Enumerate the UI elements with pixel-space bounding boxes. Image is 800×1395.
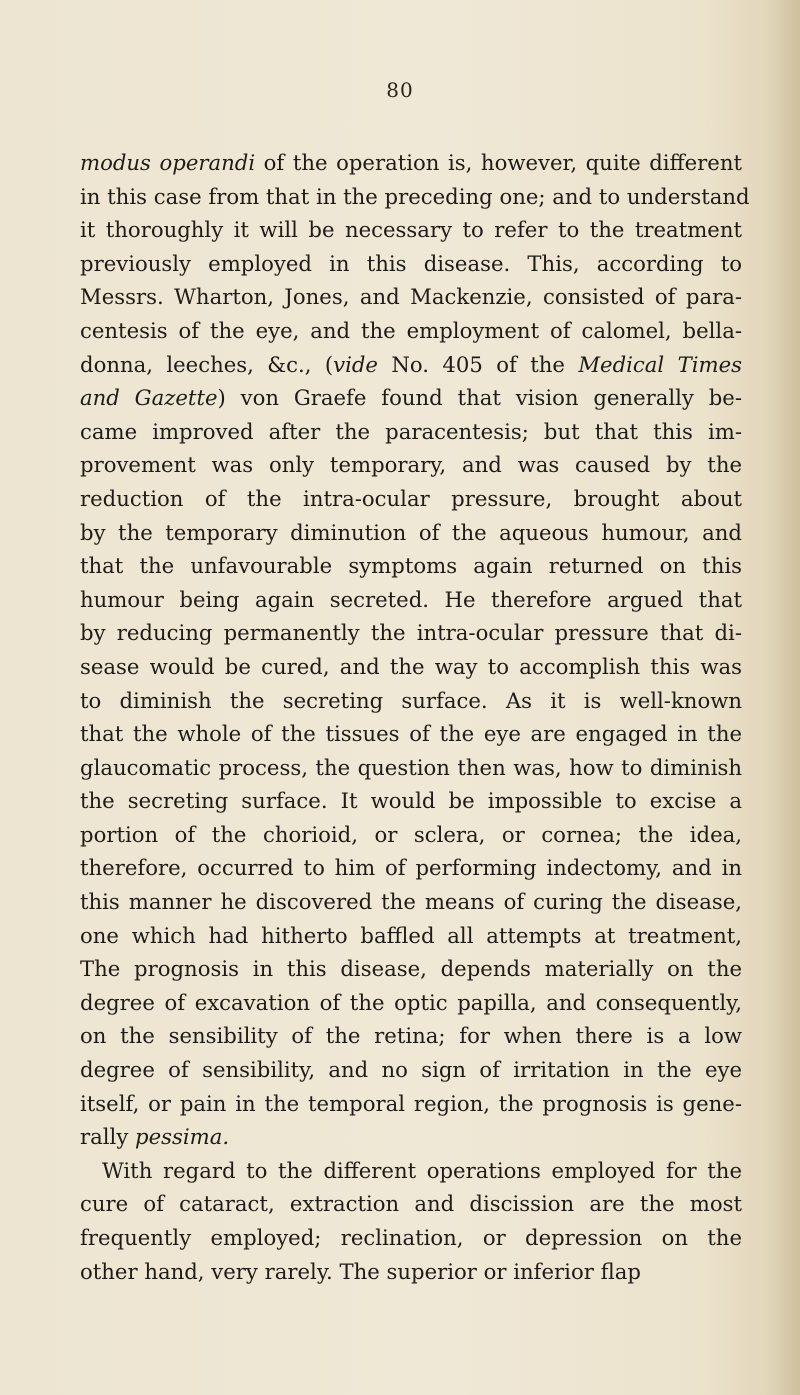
text-line — [80, 851, 742, 885]
text-segment: humour being again secreted. He therefore argued that — [80, 586, 742, 612]
text-segment: ) von Graefe found that vision generally be- — [217, 385, 742, 411]
text-segment: one which had hitherto baffled all attempts at treatment, — [80, 922, 742, 948]
text-segment: provement was only temporary, and was caused by the — [80, 452, 742, 478]
text-segment: sease would be cured, and the way to accomplish this was — [80, 653, 742, 679]
text-line — [80, 348, 742, 382]
text-segment: reduction of the intra-ocular pressure, brought about — [80, 485, 742, 511]
text-segment: in this case from that in the preceding one; and to understand — [80, 183, 750, 209]
text-line — [80, 1187, 742, 1221]
text-segment: donna, leeches, &c., ( — [80, 351, 334, 377]
text-segment: to diminish the secreting surface. As it is well-known — [80, 687, 742, 713]
text-segment: The prognosis in this disease, depends materially on the — [80, 956, 742, 982]
text-line — [80, 247, 742, 281]
body-text — [80, 146, 750, 1288]
text-segment: therefore, occurred to him of performing indectomy, and in — [80, 855, 742, 881]
text-segment: came improved after the paracentesis; but that this im- — [80, 418, 742, 444]
text-line — [80, 650, 742, 684]
text-segment: degree of excavation of the optic papilla, and consequently, — [80, 989, 742, 1015]
text-line — [80, 583, 742, 617]
text-segment: the secreting surface. It would be impossible to excise a — [80, 788, 742, 814]
text-segment: frequently employed; reclination, or depression on the — [80, 1225, 742, 1250]
text-line — [80, 986, 742, 1020]
italic-text: modus operandi — [80, 150, 256, 175]
italic-text: pessima. — [135, 1124, 230, 1150]
text-line — [80, 448, 742, 482]
text-segment: No. 405 of the — [377, 351, 579, 377]
text-segment: degree of sensibility, and no sign of irritation in the eye — [80, 1057, 742, 1083]
text-line — [80, 381, 742, 415]
text-line — [80, 616, 742, 650]
text-line — [80, 415, 742, 449]
text-line — [80, 314, 742, 348]
text-line — [80, 549, 742, 583]
text-line — [80, 952, 742, 986]
text-line — [80, 885, 742, 919]
text-line — [80, 1019, 742, 1053]
text-line — [80, 213, 742, 247]
text-line — [80, 1255, 742, 1289]
text-segment: that the unfavourable symptoms again returned on this — [80, 553, 742, 579]
text-line — [80, 1154, 742, 1188]
italic-text: Medical Times — [578, 351, 742, 377]
text-line — [80, 751, 742, 785]
text-line — [80, 818, 742, 852]
text-segment: on the sensibility of the retina; for when there is a low — [80, 1023, 742, 1049]
text-segment: this manner he discovered the means of curing the disease, — [80, 889, 742, 915]
text-segment: centesis of the eye, and the employment of calomel, bella- — [80, 317, 742, 343]
text-line — [80, 180, 750, 214]
text-segment: cure of cataract, extraction and discission are the most — [80, 1191, 742, 1217]
text-line — [80, 482, 742, 516]
page-number: 80 — [386, 78, 414, 102]
text-segment: Messrs. Wharton, Jones, and Mackenzie, consisted of para- — [80, 284, 742, 310]
text-line — [80, 516, 742, 550]
text-segment: glaucomatic process, the question then was, how to diminish — [80, 754, 742, 780]
text-line — [80, 146, 742, 180]
text-segment: itself, or pain in the temporal region, the prognosis is gene- — [80, 1090, 742, 1116]
text-segment: that the whole of the tissues of the eye are engaged in the — [80, 721, 742, 747]
text-line — [80, 1120, 742, 1154]
text-line — [80, 919, 742, 953]
text-line — [80, 684, 742, 718]
text-line — [80, 1221, 742, 1255]
text-segment: portion of the chorioid, or sclera, or cornea; the idea, — [80, 821, 742, 847]
text-segment: it thoroughly it will be necessary to refer to the treatment — [80, 217, 742, 243]
text-segment: by reducing permanently the intra-ocular pressure that di- — [80, 620, 742, 646]
text-segment: previously employed in this disease. This, according to — [80, 250, 742, 276]
text-line — [80, 1087, 742, 1121]
text-line — [80, 784, 742, 818]
text-line — [80, 280, 742, 314]
text-segment: by the temporary diminution of the aqueous humour, and — [80, 519, 742, 545]
text-segment: of the operation is, however, quite different — [255, 150, 742, 175]
text-line — [80, 1053, 742, 1087]
italic-text: and Gazette — [80, 385, 218, 411]
text-segment: With regard to the different operations employed for the — [102, 1157, 742, 1183]
text-segment: rally — [80, 1124, 136, 1150]
italic-text: vide — [333, 351, 378, 377]
text-line — [80, 717, 742, 751]
text-segment: other hand, very rarely. The superior or inferior flap — [80, 1258, 641, 1284]
